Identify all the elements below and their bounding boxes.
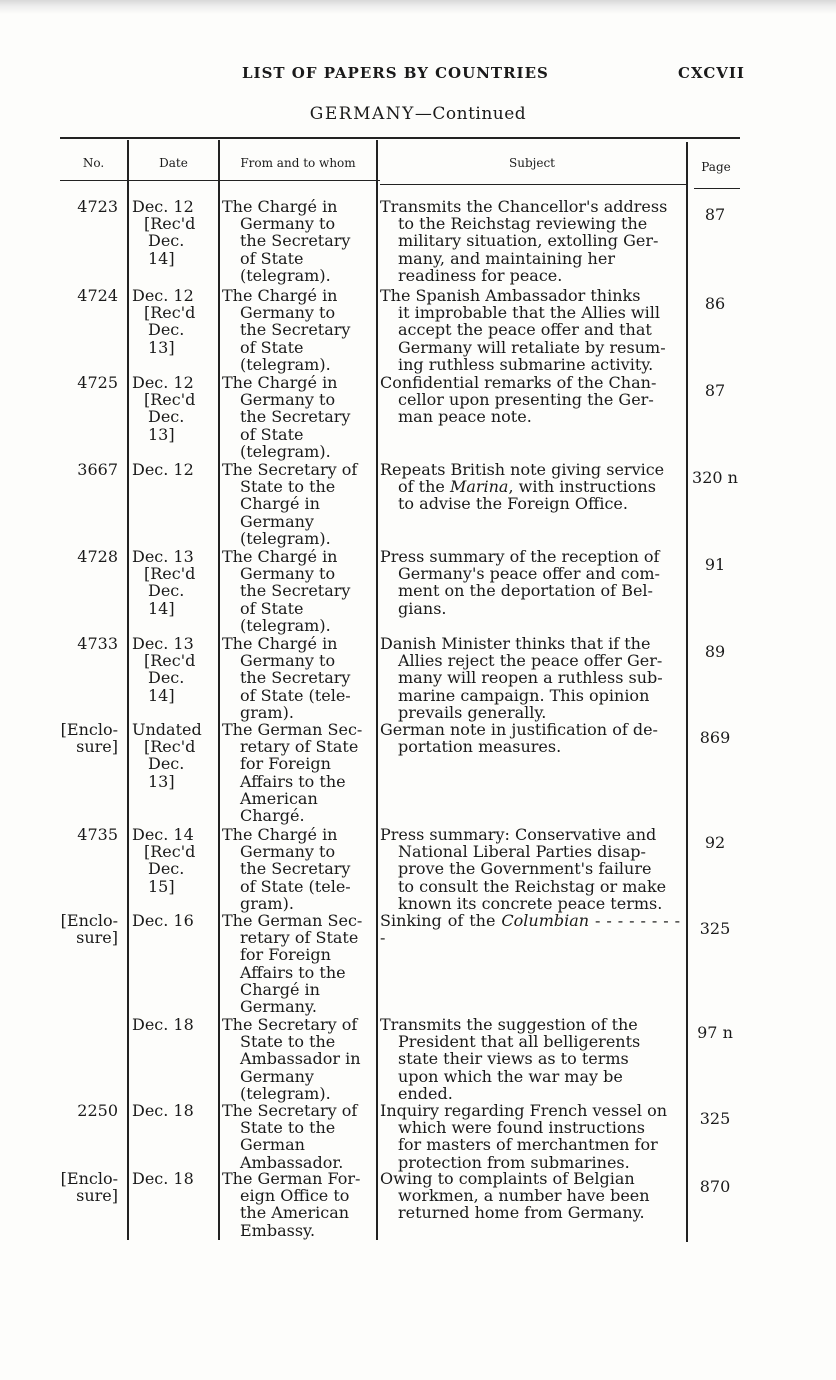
entry-subject-line: Germany will retaliate by resum- [398, 337, 666, 357]
entry-from-to [222, 721, 368, 824]
entry-from-to [222, 912, 368, 1015]
entry-subject [380, 1170, 680, 1222]
entry-subject-line: returned home from Germany. [398, 1203, 645, 1223]
entry-page: 97 n [697, 1023, 733, 1042]
entry-date-line: Dec. 14] [148, 581, 185, 618]
entry-from-to-line: of State [240, 337, 304, 357]
entry-subject-line: Press summary: Conservative and [380, 825, 657, 844]
col-divider-from-subject [376, 140, 378, 1240]
entry-subject-line: to advise the Foreign Office. [398, 494, 628, 514]
entry-from-to-line: The Secretary of [222, 460, 358, 479]
entry-date-line: Undated [132, 720, 202, 739]
entry-number [30, 287, 118, 304]
entry-number-line: 4728 [77, 547, 118, 566]
entry-date-line: Dec. 12 [132, 373, 194, 392]
entry-from-to-line: Chargé in [240, 494, 320, 514]
entry-from-to-line: Chargé. [240, 806, 305, 826]
entry-page: 325 [699, 1109, 731, 1128]
col-divider-no-date [127, 140, 129, 1240]
entry-subject-line: cellor upon presenting the Ger- [398, 390, 654, 410]
running-head [0, 64, 836, 88]
entry-from-to-line: The Chargé in [222, 286, 338, 305]
entry-subject-line: Transmits the suggestion of the [380, 1015, 638, 1034]
entry-from-to-line: Ambassador in [240, 1049, 361, 1069]
section-title [0, 104, 836, 124]
entry-date-line: [Rec'd [144, 842, 196, 862]
entry-from-to-line: Germany [240, 511, 314, 531]
entry-from-to-line: (telegram). [240, 528, 331, 548]
entry-subject-line: it improbable that the Allies will [398, 303, 660, 323]
col-header-subject: Subject [509, 156, 555, 170]
entry-from-to-line: American [240, 788, 318, 808]
entry-number-line: sure] [76, 737, 118, 757]
entry-from-to-line: Embassy. [240, 1220, 316, 1240]
entry-from-to-line: Germany to [240, 842, 336, 862]
entry-subject [380, 287, 680, 373]
entry-from-to-line: (telegram). [240, 1083, 331, 1103]
entry-from-to-line: The German Sec- [222, 911, 363, 930]
entry-date [132, 1016, 216, 1033]
entry-from-to-line: the American [240, 1203, 350, 1223]
entry-date [132, 912, 216, 929]
col-header-from: From and to whom [240, 156, 356, 170]
entry-subject-line: ing ruthless submarine activity. [398, 354, 654, 374]
entry-date-line: [Rec'd [144, 303, 196, 323]
entry-subject [380, 721, 680, 755]
entry-subject-line: many, and maintaining her [398, 248, 615, 268]
entry-from-to-line: (telegram). [240, 615, 331, 635]
entry-subject-line: President that all belligerents [398, 1032, 641, 1052]
entry-subject [380, 461, 680, 513]
entry-from-to-line: The Chargé in [222, 197, 338, 216]
entry-from-to-line: the Secretary [240, 407, 351, 427]
entry-from-to-line: State to the [240, 477, 336, 497]
header-bottom-rule-right [380, 184, 686, 185]
entry-from-to-line: Affairs to the [240, 962, 346, 982]
entry-from-to [222, 1102, 368, 1171]
entry-number-line: sure] [76, 1186, 118, 1206]
entry-date-line: Dec. 12 [132, 286, 194, 305]
entry-from-to-line: The Secretary of [222, 1015, 358, 1034]
entry-from-to-line: the Secretary [240, 231, 351, 251]
entry-from-to-line: The Chargé in [222, 825, 338, 844]
entry-from-to-line: Germany [240, 1066, 314, 1086]
entry-date [132, 1170, 216, 1187]
page-edge-shadow [0, 0, 836, 14]
entry-from-to [222, 198, 368, 284]
entry-from-to-line: State to the [240, 1118, 336, 1138]
entry-subject-line: state their views as to terms [398, 1049, 629, 1069]
entry-number-line: 3667 [77, 460, 118, 479]
entry-subject-line: Inquiry regarding French vessel on [380, 1101, 668, 1120]
entry-subject-line: Germany's peace offer and com- [398, 564, 660, 584]
entry-date-line: [Rec'd [144, 737, 196, 757]
entry-number-line: [Enclo- [60, 1169, 118, 1188]
entry-date-line: Dec. 13] [148, 754, 185, 791]
entry-number [30, 198, 118, 215]
entry-number [30, 721, 118, 755]
entry-from-to-line: (telegram). [240, 441, 331, 461]
entry-number [30, 1170, 118, 1204]
entry-date [132, 721, 216, 790]
entry-from-to-line: The Chargé in [222, 634, 338, 653]
col-header-no: No. [82, 156, 105, 170]
entry-page: 91 [704, 555, 726, 574]
entry-number [30, 461, 118, 478]
entry-subject-line: ment on the deportation of Bel- [398, 581, 653, 601]
entry-date-line: Dec. 12 [132, 460, 194, 479]
entry-subject-line: Danish Minister thinks that if the [380, 634, 651, 653]
entry-subject-line: German note in justification of de- [380, 720, 658, 739]
entry-page: 325 [699, 919, 731, 938]
entry-date [132, 826, 216, 895]
entry-from-to-line: of State (tele- [240, 685, 351, 705]
entry-from-to [222, 826, 368, 912]
entry-number-line: 4725 [77, 373, 118, 392]
entry-date-line: Dec. 12 [132, 197, 194, 216]
entry-from-to-line: of State [240, 248, 304, 268]
entry-from-to [222, 461, 368, 547]
entry-from-to-line: of State (tele- [240, 876, 351, 896]
entry-subject [380, 826, 680, 912]
entry-subject-line: gians. [398, 598, 447, 618]
entry-subject-line: to consult the Reichstag or make [398, 876, 667, 896]
entry-from-to-line: Germany to [240, 564, 336, 584]
entry-number [30, 912, 118, 946]
entry-subject [380, 1016, 680, 1102]
entry-date-line: Dec. 16 [132, 911, 194, 930]
entry-date-line: Dec. 15] [148, 859, 185, 896]
entry-subject-line: The Spanish Ambassador thinks [380, 286, 641, 305]
entry-subject-line: man peace note. [398, 407, 532, 427]
entry-date-line: Dec. 18 [132, 1015, 194, 1034]
entry-subject-line: workmen, a number have been [398, 1186, 650, 1206]
entry-date [132, 198, 216, 267]
entry-from-to [222, 635, 368, 721]
entry-from-to-line: The Chargé in [222, 547, 338, 566]
entry-number-line: [Enclo- [60, 911, 118, 930]
entry-page: 86 [704, 294, 726, 313]
entry-number-line: [Enclo- [60, 720, 118, 739]
entry-date-line: Dec. 13 [132, 547, 194, 566]
entry-subject-line: readiness for peace. [398, 265, 563, 285]
entry-subject-line: marine campaign. This opinion [398, 685, 650, 705]
entry-from-to-line: Germany to [240, 390, 336, 410]
entry-subject-line: Confidential remarks of the Chan- [380, 373, 657, 392]
entry-subject [380, 635, 680, 721]
entry-subject-line: military situation, extolling Ger- [398, 231, 659, 251]
page-number-roman: CXCVII [678, 64, 745, 82]
entry-subject-line: to the Reichstag reviewing the [398, 214, 648, 234]
page-col-bottom-rule [694, 188, 740, 189]
entry-date-line: Dec. 13] [148, 320, 185, 357]
entry-from-to [222, 1016, 368, 1102]
entry-from-to-line: retary of State [240, 737, 359, 757]
entry-subject-line: National Liberal Parties disap- [398, 842, 646, 862]
entry-from-to-line: the Secretary [240, 859, 351, 879]
entry-subject-line: portation measures. [398, 737, 562, 757]
entry-subject-line: Press summary of the reception of [380, 547, 660, 566]
entry-number-line: sure] [76, 928, 118, 948]
entry-date-line: Dec. 13] [148, 407, 185, 444]
entry-from-to-line: Germany to [240, 303, 336, 323]
entry-date-line: Dec. 13 [132, 634, 194, 653]
entry-from-to-line: gram). [240, 893, 294, 913]
entry-page: 870 [699, 1177, 731, 1196]
entry-from-to-line: State to the [240, 1032, 336, 1052]
entry-from-to-line: for Foreign [240, 754, 331, 774]
entry-date-line: Dec. 14] [148, 668, 185, 705]
entry-subject-line: of the Marina, with instructions [398, 477, 656, 497]
entry-page: 87 [704, 205, 726, 224]
entry-from-to [222, 287, 368, 373]
entry-from-to-line: gram). [240, 702, 294, 722]
entry-number [30, 826, 118, 843]
entry-page: 87 [704, 381, 726, 400]
entry-page: 320 n [692, 468, 738, 487]
entry-subject-line: ended. [398, 1083, 453, 1103]
entry-from-to [222, 374, 368, 460]
entry-subject-line: Repeats British note giving service [380, 460, 665, 479]
entry-number-line: 4724 [77, 286, 118, 305]
entry-date-line: [Rec'd [144, 564, 196, 584]
entry-subject-line: prove the Government's failure [398, 859, 652, 879]
entry-from-to [222, 548, 368, 634]
entry-date-line: Dec. 18 [132, 1101, 194, 1120]
entry-subject-line: accept the peace offer and that [398, 320, 652, 340]
running-title: LIST OF PAPERS BY COUNTRIES [242, 64, 549, 82]
entry-from-to-line: Germany. [240, 997, 317, 1017]
col-divider-date-from [218, 140, 220, 1240]
entry-from-to-line: of State [240, 598, 304, 618]
entry-subject-line: many will reopen a ruthless sub- [398, 668, 663, 688]
entry-subject-line: Allies reject the peace offer Ger- [398, 651, 663, 671]
entry-date-line: [Rec'd [144, 651, 196, 671]
entry-date-line: [Rec'd [144, 390, 196, 410]
header-bottom-rule [60, 180, 380, 181]
entry-from-to-line: The Secretary of [222, 1101, 358, 1120]
entry-date [132, 635, 216, 704]
entry-from-to-line: Chargé in [240, 979, 320, 999]
entry-page: 869 [699, 728, 731, 747]
entry-subject [380, 912, 680, 946]
entry-from-to-line: of State [240, 424, 304, 444]
entry-subject [380, 548, 680, 617]
entry-from-to [222, 1170, 368, 1239]
entry-number-line: 4735 [77, 825, 118, 844]
entry-number [30, 548, 118, 565]
entry-subject-line: which were found instructions [398, 1118, 645, 1138]
entry-date [132, 461, 216, 478]
entry-from-to-line: The German Sec- [222, 720, 363, 739]
entry-subject-line: prevails generally. [398, 702, 547, 722]
entry-number-line: 4723 [77, 197, 118, 216]
entry-subject-line: Transmits the Chancellor's address [380, 197, 668, 216]
entry-date-line: Dec. 14] [148, 231, 185, 268]
entry-from-to-line: (telegram). [240, 354, 331, 374]
entry-from-to-line: the Secretary [240, 320, 351, 340]
entry-from-to-line: (telegram). [240, 265, 331, 285]
entry-subject [380, 1102, 680, 1171]
entry-date-line: [Rec'd [144, 214, 196, 234]
entry-date-line: Dec. 14 [132, 825, 194, 844]
entry-page: 92 [704, 833, 726, 852]
table-top-rule [60, 137, 740, 139]
entry-subject-line: Sinking of the Columbian - - - - - - - - - [380, 911, 680, 948]
entry-number-line: 2250 [77, 1101, 118, 1120]
col-divider-subject-page [686, 142, 688, 1242]
entry-date-line: Dec. 18 [132, 1169, 194, 1188]
section-title-continued: —Continued [414, 104, 527, 124]
entry-subject-line: Owing to complaints of Belgian [380, 1169, 635, 1188]
leader-dots: - - - - - - - - - [380, 911, 680, 948]
entry-number [30, 1102, 118, 1119]
entry-from-to-line: Affairs to the [240, 771, 346, 791]
entry-from-to-line: retary of State [240, 928, 359, 948]
entry-number [30, 374, 118, 391]
entry-from-to-line: The Chargé in [222, 373, 338, 392]
entry-subject [380, 198, 680, 284]
entry-subject-line: protection from submarines. [398, 1152, 630, 1172]
entry-from-to-line: eign Office to [240, 1186, 350, 1206]
entry-from-to-line: for Foreign [240, 945, 331, 965]
entry-from-to-line: the Secretary [240, 581, 351, 601]
section-title-country: GERMANY [309, 104, 415, 124]
entry-date [132, 374, 216, 443]
entry-subject [380, 374, 680, 426]
entry-from-to-line: German [240, 1135, 305, 1155]
entry-date [132, 548, 216, 617]
entry-subject-line: upon which the war may be [398, 1066, 623, 1086]
entry-page: 89 [704, 642, 726, 661]
entry-from-to-line: the Secretary [240, 668, 351, 688]
entry-from-to-line: Germany to [240, 214, 336, 234]
entry-from-to-line: Germany to [240, 651, 336, 671]
col-header-date: Date [159, 156, 188, 170]
entry-date [132, 287, 216, 356]
entry-subject-line: for masters of merchantmen for [398, 1135, 658, 1155]
entry-date [132, 1102, 216, 1119]
entry-from-to-line: The German For- [222, 1169, 361, 1188]
entry-subject-line: known its concrete peace terms. [398, 893, 663, 913]
entry-number-line: 4733 [77, 634, 118, 653]
entry-from-to-line: Ambassador. [240, 1152, 344, 1172]
entry-number [30, 635, 118, 652]
col-header-page: Page [701, 160, 731, 174]
